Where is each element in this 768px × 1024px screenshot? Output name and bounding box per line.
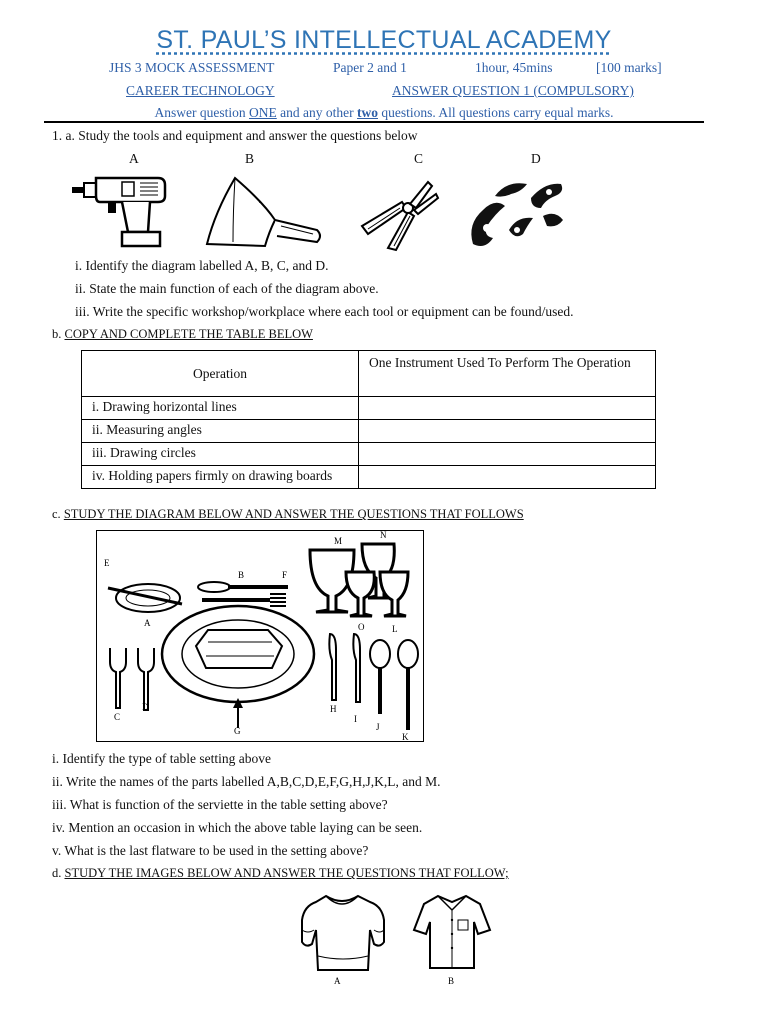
duration-label: 1hour, 45mins: [475, 60, 553, 75]
diagram-label: J: [376, 722, 380, 732]
diagram-label: K: [402, 732, 409, 742]
q1a-item-1: i. Identify the diagram labelled A, B, C, and D.: [75, 258, 329, 273]
table-cell-blank[interactable]: [359, 420, 656, 443]
diagram-label: B: [238, 570, 245, 580]
label-a: A: [129, 151, 139, 166]
header-rule: [44, 121, 704, 123]
q1d-prefix: d.: [52, 866, 65, 880]
diagram-label: F: [282, 570, 288, 580]
label-c: C: [414, 151, 424, 166]
diagram-label: M: [334, 536, 343, 546]
school-title: ST. PAUL’S INTELLECTUAL ACADEMY: [156, 26, 612, 54]
table-setting-diagram: [96, 530, 424, 742]
instr-pre: Answer question: [154, 105, 250, 120]
diagram-label: D: [142, 702, 149, 712]
q1c-item-1: i. Identify the type of table setting above: [52, 751, 271, 766]
diagram-label: N: [380, 530, 387, 540]
blouse-icon: [298, 890, 388, 988]
drill-icon: [70, 170, 170, 252]
q1c-prefix: c.: [52, 507, 64, 521]
table-row: ii. Measuring angles: [82, 420, 359, 443]
q1c-item-3: iii. What is function of the serviette in the table setting above?: [52, 797, 388, 812]
diagram-label: E: [104, 558, 110, 568]
q1b-prefix: b.: [52, 327, 65, 341]
image-label-a: A: [334, 976, 341, 986]
image-label-b: B: [448, 976, 455, 986]
q1c-item-2: ii. Write the names of the parts labelled A,B,C,D,E,F,G,H,J,K,L, and M.: [52, 774, 441, 789]
q1c-prompt-text: STUDY THE DIAGRAM BELOW AND ANSWER THE QUESTIONS THAT FOLLOWS: [63, 507, 524, 521]
label-d: D: [531, 151, 541, 166]
table-header-operation: Operation: [82, 351, 359, 397]
instr-one: ONE: [249, 105, 277, 120]
q1a-prompt: 1. a. Study the tools and equipment and answer the questions below: [52, 128, 418, 143]
diagram-label: G: [234, 726, 241, 736]
diagram-label: A: [144, 618, 151, 628]
q1c-prompt: [52, 507, 524, 522]
marks-label: [100 marks]: [596, 60, 662, 75]
french-curves-icon: [465, 172, 570, 252]
paper-label: Paper 2 and 1: [333, 60, 407, 75]
diagram-label: H: [330, 704, 337, 714]
diagram-label: L: [392, 624, 398, 634]
assessment-label: JHS 3 MOCK ASSESSMENT: [109, 60, 275, 75]
q1d-prompt: [52, 866, 509, 881]
diagram-label: I: [354, 714, 357, 724]
dustpan-icon: [205, 172, 325, 250]
table-row: iv. Holding papers firmly on drawing boards: [82, 466, 359, 489]
instr-two: two: [357, 105, 378, 120]
table-row: i. Drawing horizontal lines: [82, 397, 359, 420]
instr-mid: and any other: [276, 105, 357, 120]
compulsory-label: ANSWER QUESTION 1 (COMPULSORY): [392, 83, 634, 98]
q1c-item-4: iv. Mention an occasion in which the above table laying can be seen.: [52, 820, 423, 835]
pliers-icon: [358, 174, 440, 252]
table-cell-blank[interactable]: [359, 443, 656, 466]
q1d-prompt-text: STUDY THE IMAGES BELOW AND ANSWER THE QUESTIONS THAT FOLLOW;: [64, 866, 509, 880]
q1a-item-3: iii. Write the specific workshop/workplace where each tool or equipment can be found/used.: [75, 304, 574, 319]
label-b: B: [245, 151, 255, 166]
instr-post: questions. All questions carry equal marks.: [378, 105, 614, 120]
table-header-instrument: One Instrument Used To Perform The Operation: [359, 351, 656, 397]
q1c-item-5: v. What is the last flatware to be used in the setting above?: [52, 843, 369, 858]
instructions: [0, 105, 768, 121]
diagram-label: C: [114, 712, 121, 722]
table-cell-blank[interactable]: [359, 466, 656, 489]
table-row: iii. Drawing circles: [82, 443, 359, 466]
q1b-prompt: [52, 327, 313, 342]
diagram-label: O: [358, 622, 365, 632]
q1b-prompt-text: COPY AND COMPLETE THE TABLE BELOW: [64, 327, 313, 341]
q1a-item-2: ii. State the main function of each of the diagram above.: [75, 281, 379, 296]
shirt-icon: [412, 890, 492, 988]
subject-label: CAREER TECHNOLOGY: [126, 83, 275, 98]
table-cell-blank[interactable]: [359, 397, 656, 420]
instrument-table: [81, 350, 656, 489]
